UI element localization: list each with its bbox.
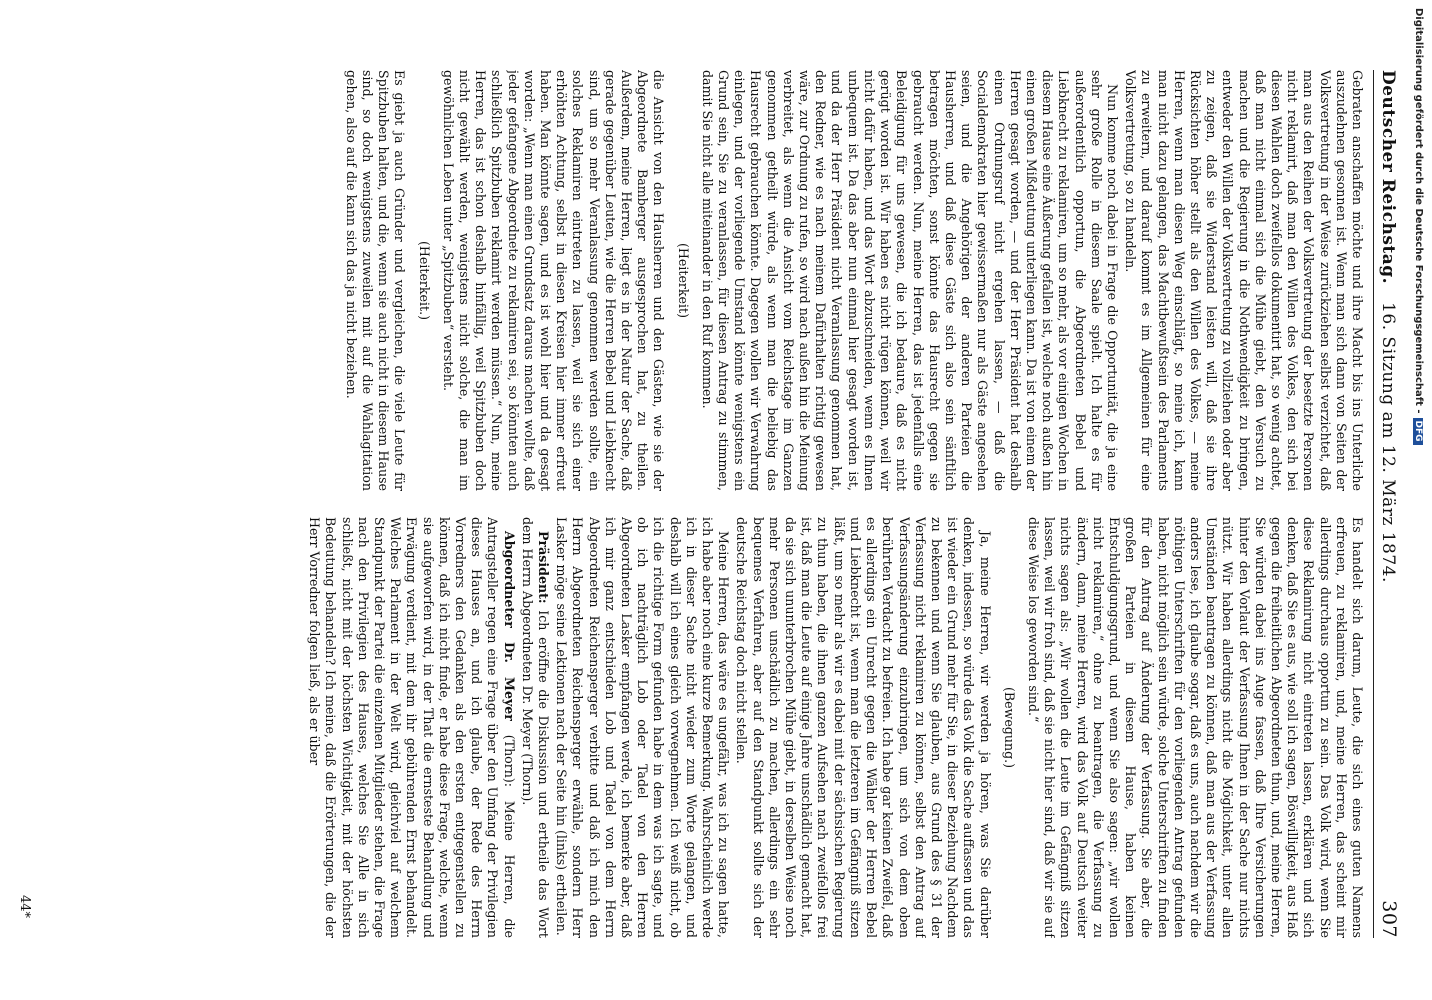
paragraph-text: Gebraten anschaffen möchte und ihre Macht bis ins Unterliche auszudehnen gesonnen ist. Wenn man sich dann von Seiten der Volksvertretung in der Weise zurückziehen selbst verzichtet, daß man aus den Reihen der Volksvertretung der besetzte Personen nicht reklamirt, daß man den Willen des Volkes, den sich bei diesen Wahlen doch zweifellos dokumentirt hat, so wenig achtet, daß man nicht einmal sich die Mühe giebt, den Versuch zu machen und die Regierung in die Nothwendigkeit zu bringen, entweder den Willen der Volksvertretung zu vollziehen oder aber zu zeigen, daß sie Widerstand leisten will, daß sie ihre Rücksichten höher stellt als den Willen des Volkes, — meine Herren, wenn man diesen Weg einschlägt, so meine ich, kann man nicht dazu gelangen, das Machtbewußtsein des Parlaments zu erweitern, und darauf kommt es im Allgemeinen für eine Volksvertretung, so zu handeln. [1123,70,1365,491]
digitization-credit [1413,8,1424,445]
paragraph-text: (Heiterkeit) [675,243,691,318]
speaker-name: Präsident: [536,531,552,604]
dfg-logo: DFG [1413,418,1423,445]
stage-direction [415,70,431,491]
paragraph-text: Nun komme noch dabei in Frage die Opportunität, die ja eine sehr große Rolle in diesem Saale spielt. Ich halte es für außerordentlich opportun, die Abgeordneten Bebel und Liebknecht zu reklamiren, um so mehr, als vor einigen Wochen in diesem Hause eine Äußerung gefallen ist, welche noch außen hin einen großen Mißdeutung unterliegen kann. Da ist von einem der Herren gesagt worden, — und der Herr Präsident hat deshalb einen Ordnungsruf nicht ergehen lassen, — daß die Socialdemokraten hier gewissermaßen nur als Gäste angesehen seien, und die Angehörigen der anderen Parteien die Hausherren, und daß diese Gäste sich also sein sänftlich betragen möchten, sonst könnte das Hausrecht gegen sie gebraucht werden. Nun, meine Herren, das ist jedenfalls eine Beleidigung für uns gewesen, die ich bedaure, daß es nicht gerügt worden ist. Wir haben es nicht rügen können, weil wir nicht dafür haben, und das Wort abzuschneiden, wenn es Ihnen unbequem ist. Da das aber nun einmal hier gesagt worden ist, und da der Herr Präsident nicht Veranlassung genommen hat, den Redner, wie es nach meinem Dafürhalten richtig gewesen wäre, zur Ordnung zu rufen, so wird nach außen hin die Meinung verbreitet, als wenn die Ansicht vom Reichstage im Ganzen genommen getheilt würde, als wenn man die beliebig das Hausrecht gebrauchen könnte. Dagegen wollen wir Verwahrung einlegen, und der vorliegende Umstand könnte wenigstens ein Grund sein, Sie zu veranlassen, für diesen Antrag zu stimmen, damit Sie nicht alle miteinander in den Ruf kommen. [699,70,1120,491]
paragraph-text: Es giebt ja auch Gründer und vergleichen, die viele Leute für Spitzbuben halten, und die, wenn sie auch nicht in diesem Hause sind, so doch wenigstens zuweilen mit auf die Wahlagitation gehen, also auf die kann sich das ja nicht beziehen. [343,70,408,491]
paragraph [519,517,551,938]
right-column [75,517,1365,938]
document-page [15,18,1410,978]
publication-title: Deutscher Reichstag. [1378,70,1398,285]
paragraph-text: Es handelt sich darum, Leute, die sich eines guten Namens erfreuen, zu reklamiren, und, meine Herren, das scheint mir allerdings durchaus opportun zu sein. Das Volk wird, wenn Sie diese Reklamirung nicht eintreten lassen, erklären und sich denken, daß Sie es aus, wie soll ich sagen, Böswilligkeit, aus Haß gegen die freiheitlichen Abgeordneten thun, und, meine Herren, Sie würden dabei ins Auge fassen, daß Ihre Versicherungen hinter den Vorlaut der Verfassung Ihnen in der Sache nur nichts nützt. Wir haben allerdings nicht die Möglichkeit, unter allen Umständen beantragen zu können, daß man aus der Verfassung anders lese, ich glaube sogar, daß es uns, auch nachdem wir die nöthigen Unterschriften für den vorliegenden Antrag gefunden haben, nicht möglich sein würde, solche Unterschriften zu finden für den Antrag auf Änderung der Verfassung. Sie aber, die großen Parteien in diesem Hause, haben keinen Entschuldigungsgrund, und wenn Sie also sagen: „wir wollen nicht reklamiren,“ ohne zu beantragen, die Verfassung zu ändern, dann, meine Herren, wird das Volk auf Deutsch weiter nichts sagen als: „Wir wollen die Leute im Gefängniß sitzen lassen, weil wir froh sind, daß sie nicht hier sind, daß wir sie auf diese Weise los geworden sind.“ [1025,517,1365,938]
paragraph [343,70,408,491]
running-head [1373,70,1400,938]
paragraph [699,70,1120,491]
paragraph [306,517,517,938]
paragraph-text: (Bewegung.) [1001,686,1017,769]
speaker-name: Abgeordneter Dr. Meyer [501,531,517,721]
paragraph-text: Meine Herren, das wäre es ungefähr, was ich zu sagen hatte, ich habe aber noch eine kurze Bemerkung. Wahrscheinlich werde ich in dieser Sache nicht wieder zum Worte gelangen, und deshalb will ich eines gleich vorwegnehmen. Ich weiß nicht, ob ich die richtige Form gefunden habe in dem was ich sagte, und ob ich nachträglich Lob oder Tadel von den Herren Abgeordneten Lasker empfangen werde, ich bemerke aber, daß ich mir ganz entschieden Lob und Tadel von dem Herrn Abgeordneten Reichensperger verbitte und daß ich mich den Herrn Abgeordneten Reichensperger erwähle, sondern Herr Lasker möge seine Lektionen nach der Seite hin (links) ertheilen. [554,517,732,938]
sheet-signature: 44* [17,894,32,918]
paragraph [553,517,731,938]
paragraph-text: Ich eröffne die Diskussion und ertheile das Wort dem Herrn Abgeordneten Dr. Meyer (Thorn). [519,517,552,938]
credit-text: Digitalisierung gefördert durch die Deutsche Forschungsgemeinschaft - [1413,8,1424,414]
text-columns [75,70,1365,938]
stage-direction [674,70,690,491]
paragraph-text: (Thorn): Meine Herren, die Antragsteller regen eine Frage über den Umfang der Privilegien dieses Hauses an, und ich glaube, der Rede des Herrn Vorredners den Gedanken als den ersten entgegenstellen zu können, daß ich nicht finde, er habe diese Frage, welche, wenn sie aufgeworfen wird, in der That die ernsteste Behandlung und Erwägung verdient, mit dem ihr gebührenden Ernst behandelt. Welches Parlament in der Welt wird, gleichviel auf welchem Standpunkt der Partei die einzelnen Mitglieder stehen, die Frage nach den Privilegien des Hauses, welches Sie Alle in sich schließt, nicht mit der höchsten Wichtigkeit, mit der höchsten Bedeutung behandeln? Ich meine, daß die Erörterungen, die der Herr Vorredner folgen ließ, als er über [307,517,517,938]
page-number: 307 [1378,900,1400,938]
left-column [75,70,1365,491]
stage-direction [1001,517,1017,938]
paragraph-text: Ja, meine Herren, wir werden ja hören, was Sie darüber denken, indessen, so würde das Volk die Sache auffassen und das ist wieder ein Grund mehr für Sie, in dieser Beziehung Nachdem zu bekennen und wenn Sie glauben, aus Grund des § 31 der Verfassung nicht reklamiren zu können, selbst den Antrag auf Verfassungsänderung einzubringen, um sich von dem oben berührten Verdacht zu befreien. Ich habe gar keinen Zweifel, daß es allerdings ein Unrecht gegen die Wähler der Herren Bebel und Liebknecht ist, wenn man die letzteren im Gefängniß sitzen läßt, um so mehr als wir es dabei mit der sächsischen Regierung zu thun haben, die ihnen ganzen Aufsehen nach zweifellos frei ist, daß man die Leute auf einige Jahre unschädlich gemacht hat, da sie sich ununterbrochen Mühe giebt, in derselben Weise noch mehr Personen unschädlich zu machen, allerdings ein sehr bequemes Verfahren, aber auf den Standpunkt sollte sich der deutsche Reichstag doch nicht stellen. [734,517,993,938]
paragraph [1025,517,1365,938]
session-date: 16. Sitzung am 12. März 1874. [1378,302,1398,583]
paragraph [440,70,667,491]
paragraph-text: (Heiterkeit.) [416,241,432,320]
paragraph [1122,70,1365,491]
paragraph-text: die Ansicht von den Hausherren und den Gästen, wie sie der Abgeordnete Bamberger ausgesprochen hat, zu theilen. Außerdem, meine Herren, liegt es in der Natur der Sache, daß gerade gegenüber Leuten, wie die Herren Bebel und Liebknecht sind, um so mehr Veranlassung genommen werden sollte, ein solches Reklamiren eintreten zu lassen, weil sie sich einer erhöhten Achtung, selbst in diesen Kreisen hier immer erfreut haben. Man könnte sagen, und es ist wohl hier und da gesagt worden: „Wenn man einen Grundsatz daraus machen wollte, daß jeder gefangene Abgeordnete zu reklamiren sei, so könnten auch schließlich Spitzbuben reklamirt werden müssen.“ Nun, meine Herren, das ist schon deshalb hinfällig, weil Spitzbuben doch nicht gewählt werden, wenigstens nicht solche, die man im gewöhnlichen Leben unter „Spitzbuben“ versteht. [440,70,667,491]
paragraph [733,517,992,938]
